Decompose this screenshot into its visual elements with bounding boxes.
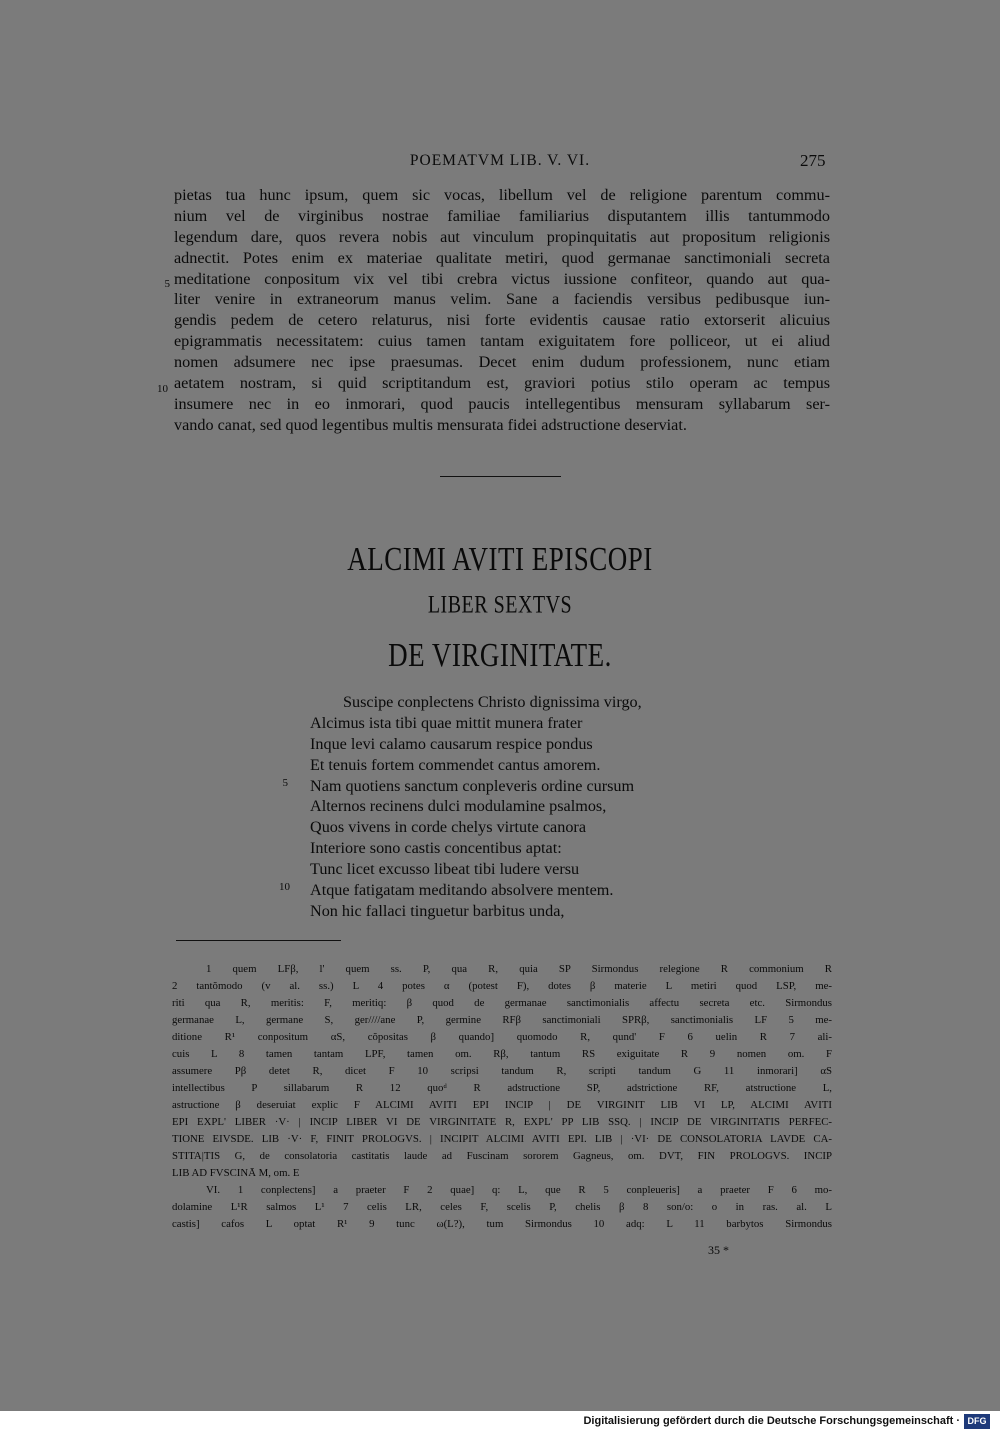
verse-line-number-5: 5 (282, 777, 288, 789)
prose-line: nium vel de virginibus nostrae familiae familiarius disputantem illis tantummodo (174, 206, 830, 225)
prose-line: nomen adsumere nec ipse praesumas. Decet enim dudum professionem, nunc etiam (174, 353, 830, 372)
footnote-rule (176, 940, 341, 941)
prose-line: gendis pedem de cetero relaturus, nisi forte evidentis causae ratio extorserit alicuius (174, 311, 830, 330)
apparatus-line: TIONE EIVSDE. LIB ·V· F, FINIT PROLOGVS. | INCIPIT ALCIMI AVITI EPI. LIB | ·VI· DE CONSOLATORIA LAVDE CA- (172, 1133, 832, 1145)
prose-line-number-5: 5 (164, 278, 170, 290)
prose-line: adnectit. Potes enim ex materiae qualitate metiri, quod germanae sanctimoniali secreta (174, 248, 830, 267)
prose-line: aetatem nostram, si quid scriptitandum est, graviori potius stilo operam ac tempus (174, 374, 830, 393)
section-divider (440, 476, 561, 477)
running-title: POEMATVM LIB. V. VI. (409, 152, 591, 169)
dfg-logo[interactable]: DFG (964, 1414, 990, 1429)
prose-line: legendum dare, quos revera nobis aut vinculum propinquitatis aut propositum religionis (174, 227, 830, 246)
apparatus-line: STITA|TIS G, de consolatoria castitatis laude ad Fuscinam sororem Gagneus, om. DVT, FIN PROLOGVS. INCIP (172, 1150, 832, 1162)
funding-credit[interactable]: Digitalisierung gefördert durch die Deutsche Forschungsgemeinschaft · (583, 1415, 960, 1427)
verse-line: Et tenuis fortem commendet cantus amorem. (310, 755, 601, 774)
verse-line: Nam quotiens sanctum conpleveris ordine cursum (310, 776, 635, 795)
apparatus-line: 2 tantŏmodo (v al. ss.) L 4 potes α (potest F), dotes β materie L metiri quod LSP, me- (172, 980, 832, 992)
prose-line-number-10: 10 (157, 383, 168, 395)
signature-mark: 35 * (708, 1243, 729, 1257)
book-subtitle: DE VIRGINITATE. (388, 636, 612, 674)
book-title: LIBER SEXTVS (427, 591, 573, 619)
apparatus-line: cuis L 8 tamen tantam LPF, tamen om. Rβ, tantum RS exiguitate R 9 nomen om. F (172, 1048, 832, 1060)
footer-bar (0, 1411, 1000, 1434)
prose-line: epigrammatis necessitatem: cuius tamen tantam exiguitatem fore polliceor, ut ei aliud (174, 332, 830, 351)
prose-block (174, 185, 830, 436)
prose-line: vando canat, sed quod legentibus multis mensurata fidei adstructione deserviat. (174, 415, 687, 434)
verse-line: Inque levi calamo causarum respice pondus (310, 734, 593, 753)
verse-line: Tunc licet excusso libeat tibi ludere versu (310, 860, 580, 879)
prose-line: insumere nec in eo inmorari, quod paucis intellegentibus mensuram syllabarum ser- (174, 394, 830, 413)
verse-line: Quos vivens in corde chelys virtute canora (310, 818, 587, 837)
apparatus-line: EPI EXPL' LIBER ·V· | INCIP LIBER VI DE VIRGINITATE R, EXPL' PP LIB SSQ. | INCIP DE VIRGINITATIS PERFEC- (172, 1116, 832, 1128)
apparatus-line: intellectibus P sillabarum R 12 quoᵈ R adstructione SP, adstrictione RF, atstructione L, (172, 1082, 832, 1094)
apparatus-line: VI. 1 conplectens] a praeter F 2 quae] q: L, que R 5 conpleueris] a praeter F 6 mo- (206, 1184, 832, 1196)
apparatus-line: LIB AD FVSCINĀ M, om. E (172, 1167, 300, 1179)
apparatus-line: assumere Pβ detet R, dicet F 10 scripsi tandum R, scripti tandum G 11 inmorari] αS (172, 1065, 832, 1077)
page-number: 275 (800, 151, 826, 170)
apparatus-line: castis] cafos L optat R¹ 9 tunc ω(L?), tum Sirmondus 10 adq: L 11 barbytos Sirmondus (172, 1218, 832, 1230)
apparatus-line: germanae L, germane S, ger////ane P, germine RFβ sanctimoniali SPRβ, sanctimonialis LF 5 me- (172, 1014, 832, 1026)
prose-line: liter venire in extraneorum manus velim. Sane a faciendis versibus pedibusque iun- (174, 290, 830, 309)
apparatus-line: dolamine L¹R salmos L¹ 7 celis LR, celes F, scelis P, chelis β 8 son/o: o in ras. al. L (172, 1201, 832, 1213)
work-title: ALCIMI AVITI EPISCOPI (347, 540, 653, 578)
verse-line: Suscipe conplectens Christo dignissima virgo, (343, 693, 642, 711)
verse-line: Interiore sono castis concentibus aptat: (310, 839, 562, 858)
apparatus-line: ditione R¹ conpositum αS, cŏpositas β quando] quomodo R, qund' F 6 uelin R 7 ali- (172, 1031, 832, 1043)
critical-apparatus (172, 961, 832, 1233)
verse-line: Alcimus ista tibi quae mittit munera frater (310, 713, 583, 732)
apparatus-line: riti qua R, meritis: F, meritiq: β quod de germanae sanctimonialis affectu secreta etc. Sirmondus (172, 997, 832, 1009)
verse-line: Atque fatigatam meditando absolvere mentem. (310, 881, 614, 900)
verse-line-number-10: 10 (279, 881, 290, 893)
apparatus-line: astructione β deseruiat explic F ALCIMI AVITI EPI INCIP | DE VIRGINIT LIB VI LP, ALCIMI AVITI (172, 1099, 832, 1111)
verse-line: Non hic fallaci tinguetur barbitus unda, (310, 901, 565, 920)
poem-block (310, 692, 642, 922)
verse-line: Alternos recinens dulci modulamine psalmos, (310, 797, 607, 816)
prose-line: meditatione conpositum vix vel tibi crebra victus iussione confiteor, quando aut qua- (174, 269, 830, 288)
prose-line: pietas tua hunc ipsum, quem sic vocas, libellum vel de religione parentum commu- (174, 186, 830, 204)
apparatus-line: 1 quem LFβ, l' quem ss. P, qua R, quia SP Sirmondus relegione R commonium R (206, 963, 832, 975)
